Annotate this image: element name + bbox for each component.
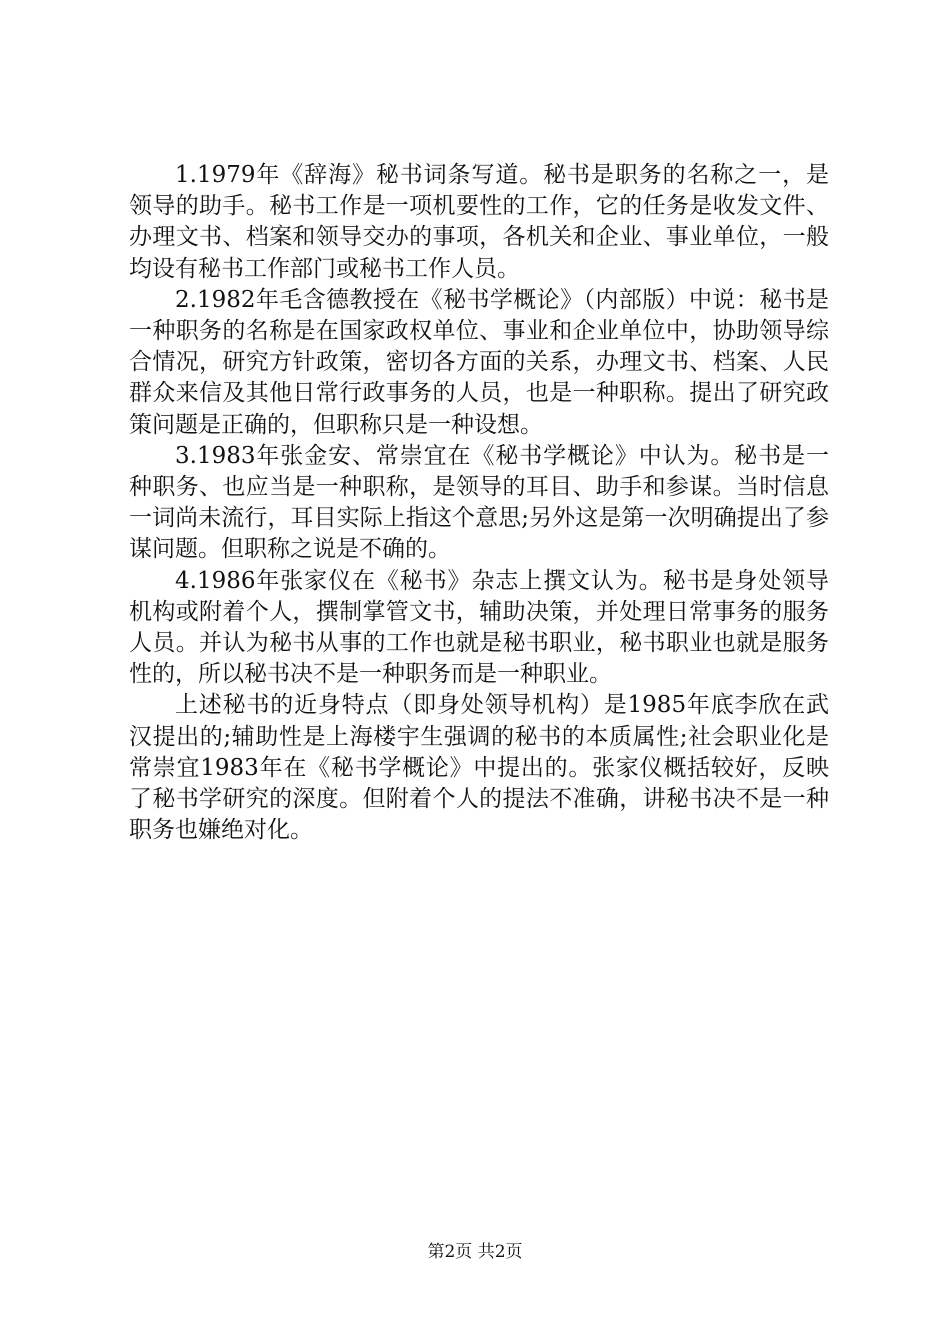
paragraph-2: 2.1982年毛含德教授在《秘书学概论》（内部版）中说：秘书是一种职务的名称是在国家政权单位、事业和企业单位中，协助领导综合情况，研究方针政策，密切各方面的关系，办理文书、档案、人民群众来信及其他日常行政事务的人员，也是一种职称。提出了研究政策问题是正确的，但职称只是一种设想。 xyxy=(129,286,829,438)
paragraph-3: 3.1983年张金安、常崇宜在《秘书学概论》中认为。秘书是一种职务、也应当是一种职称，是领导的耳目、助手和参谋。当时信息一词尚未流行，耳目实际上指这个意思;另外这是第一次明确提出了参谋问题。但职称之说是不确的。 xyxy=(129,442,829,563)
paragraph-5: 上述秘书的近身特点（即身处领导机构）是1985年底李欣在武汉提出的;辅助性是上海楼宇生强调的秘书的本质属性;社会职业化是常崇宜1983年在《秘书学概论》中提出的。张家仪概括较好，反映了秘书学研究的深度。但附着个人的提法不准确，讲秘书决不是一种职务也嫌绝对化。 xyxy=(129,692,829,844)
paragraph-1: 1.1979年《辞海》秘书词条写道。秘书是职务的名称之一，是领导的助手。秘书工作是一项机要性的工作，它的任务是收发文件、办理文书、档案和领导交办的事项，各机关和企业、事业单位，一般均设有秘书工作部门或秘书工作人员。 xyxy=(129,162,829,282)
document-body xyxy=(129,160,829,846)
page-footer: 第2页 共2页 xyxy=(427,1242,523,1262)
paragraph-4: 4.1986年张家仪在《秘书》杂志上撰文认为。秘书是身处领导机构或附着个人，撰制掌管文书，辅助决策，并处理日常事务的服务人员。并认为秘书从事的工作也就是秘书职业，秘书职业也就是服务性的，所以秘书决不是一种职务而是一种职业。 xyxy=(129,567,829,688)
